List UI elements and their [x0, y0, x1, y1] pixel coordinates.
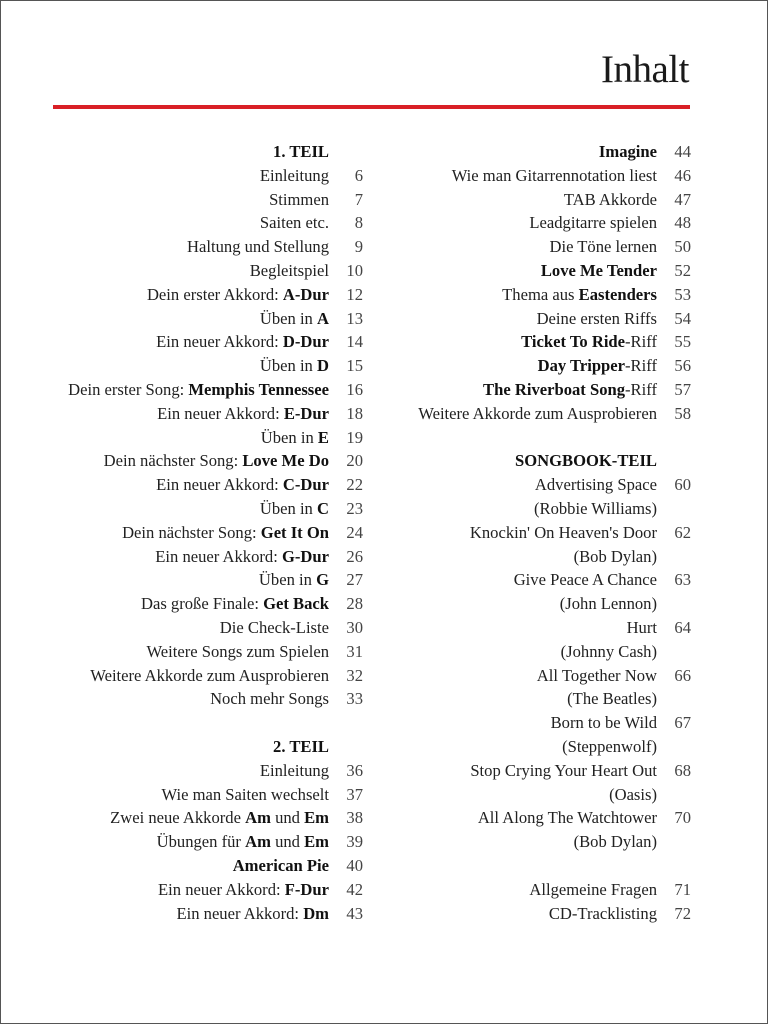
toc-entry-title	[1, 759, 329, 783]
toc-entry-title	[363, 449, 657, 473]
toc-entry-text: Übungen für	[156, 832, 246, 852]
toc-page-number: 8	[354, 213, 363, 233]
toc-entry[interactable]	[1, 687, 363, 711]
toc-page-number: 48	[674, 213, 691, 233]
toc-page-number: 30	[346, 617, 363, 637]
toc-entry-title	[363, 806, 657, 830]
toc-entry-title	[1, 878, 329, 902]
toc-entry[interactable]	[1, 830, 363, 854]
toc-entry-title	[1, 902, 329, 926]
toc-entry-title	[1, 783, 329, 807]
toc-entry-highlight: Eastenders	[578, 284, 657, 304]
toc-entry[interactable]	[363, 878, 691, 902]
toc-entry[interactable]	[1, 783, 363, 807]
toc-entry[interactable]	[363, 902, 691, 926]
toc-page-number	[657, 687, 691, 711]
toc-entry[interactable]	[1, 568, 363, 592]
toc-entry-highlight: Em	[304, 808, 329, 828]
toc-entry-text: Haltung und Stellung	[187, 237, 329, 257]
toc-entry[interactable]	[363, 473, 691, 497]
toc-entry-text: -Riff	[625, 332, 657, 352]
toc-entry-title	[363, 402, 657, 426]
toc-entry-highlight: American Pie	[232, 855, 329, 875]
toc-page-number: 66	[674, 665, 691, 685]
toc-page-number: 31	[346, 641, 363, 661]
toc-entry-title	[1, 235, 329, 259]
toc-entry[interactable]	[1, 592, 363, 616]
toc-entry-title	[363, 211, 657, 235]
toc-entry[interactable]	[363, 616, 691, 640]
toc-entry-text: Give Peace A Chance	[513, 570, 657, 590]
toc-entry[interactable]	[1, 426, 363, 450]
toc-entry-title	[363, 711, 657, 735]
toc-entry-highlight: E	[317, 427, 329, 447]
toc-entry-text: Die Töne lernen	[549, 237, 657, 257]
toc-entry-text: Saiten etc.	[259, 213, 329, 233]
toc-entry-title	[363, 735, 657, 759]
toc-entry-text: Weitere Songs zum Spielen	[146, 641, 329, 661]
toc-page-number	[657, 497, 691, 521]
toc-entry[interactable]	[1, 211, 363, 235]
toc-entry-title	[1, 735, 329, 759]
toc-entry-highlight: Get Back	[263, 594, 329, 614]
toc-entry[interactable]	[1, 664, 363, 688]
toc-page-number: 72	[674, 903, 691, 923]
toc-entry-title	[363, 330, 657, 354]
toc-entry-title	[1, 211, 329, 235]
toc-entry-text: Thema aus	[502, 284, 579, 304]
toc-entry-title	[363, 664, 657, 688]
toc-entry-title	[363, 878, 657, 902]
toc-entry-text: Zwei neue Akkorde	[110, 808, 246, 828]
toc-page-number: 37	[346, 784, 363, 804]
toc-entry-text: Weitere Akkorde zum Ausprobieren	[418, 403, 657, 423]
toc-entry[interactable]	[1, 497, 363, 521]
toc-entry[interactable]	[1, 806, 363, 830]
toc-entry-title	[1, 521, 329, 545]
toc-entry-title	[1, 830, 329, 854]
toc-entry[interactable]	[1, 878, 363, 902]
toc-entry[interactable]	[363, 711, 691, 735]
toc-entry-text: Ein neuer Akkord:	[158, 879, 285, 899]
toc-page-number: 26	[346, 546, 363, 566]
toc-page-number: 68	[674, 760, 691, 780]
toc-entry-highlight: Love Me Tender	[540, 260, 657, 280]
toc-page-number: 40	[346, 855, 363, 875]
toc-page-number: 22	[346, 475, 363, 495]
toc-entry-highlight: Em	[304, 832, 329, 852]
toc-entry-highlight: D	[317, 356, 329, 376]
toc-page-number: 57	[674, 379, 691, 399]
toc-entry[interactable]	[1, 854, 363, 878]
toc-entry-title	[363, 497, 657, 521]
title-divider	[53, 105, 690, 109]
toc-entry-text: Einleitung	[259, 165, 329, 185]
toc-entry-title	[1, 497, 329, 521]
toc-entry-text: Stop Crying Your Heart Out	[470, 760, 657, 780]
toc-page-number	[657, 592, 691, 616]
toc-entry[interactable]	[1, 235, 363, 259]
toc-page-number	[329, 735, 363, 759]
toc-entry[interactable]	[1, 449, 363, 473]
toc-page-number: 20	[346, 451, 363, 471]
toc-page-number: 10	[346, 260, 363, 280]
toc-page-number: 70	[674, 808, 691, 828]
toc-entry-text: Ein neuer Akkord:	[176, 903, 304, 923]
toc-spacer	[1, 711, 363, 735]
toc-page-number: 62	[674, 522, 691, 542]
toc-entry-text: Üben in	[258, 570, 317, 590]
toc-entry-text: und	[270, 832, 305, 852]
toc-entry-text: (Bob Dylan)	[573, 832, 657, 852]
toc-entry[interactable]	[1, 330, 363, 354]
toc-entry-highlight: A	[317, 308, 329, 328]
toc-entry[interactable]	[363, 140, 691, 164]
toc-entry-title	[1, 473, 329, 497]
toc-entry-title	[1, 354, 329, 378]
toc-entry[interactable]	[363, 307, 691, 331]
toc-page-number	[657, 830, 691, 854]
toc-entry-text: Born to be Wild	[550, 713, 657, 733]
toc-entry-title	[363, 592, 657, 616]
toc-entry-text: Dein nächster Song:	[122, 522, 261, 542]
toc-entry-text: Allgemeine Fragen	[529, 879, 657, 899]
toc-entry-text: Üben in	[259, 498, 318, 518]
toc-column-right	[363, 140, 691, 925]
toc-entry-highlight: Am	[245, 808, 271, 828]
toc-entry[interactable]	[1, 473, 363, 497]
toc-entry-title	[363, 616, 657, 640]
toc-page-number: 46	[674, 165, 691, 185]
toc-entry[interactable]	[1, 259, 363, 283]
toc-entry-title	[1, 806, 329, 830]
toc-page-number: 47	[674, 189, 691, 209]
toc-entry[interactable]	[363, 830, 691, 854]
toc-page-number: 14	[346, 332, 363, 352]
toc-page-number: 32	[346, 665, 363, 685]
toc-entry-highlight: Imagine	[598, 142, 657, 161]
toc-page-number: 28	[346, 594, 363, 614]
toc-entry-highlight: E-Dur	[283, 403, 329, 423]
toc-page-number: 60	[674, 475, 691, 495]
toc-entry[interactable]	[363, 378, 691, 402]
toc-entry-title	[363, 545, 657, 569]
toc-entry[interactable]	[363, 211, 691, 235]
toc-entry-highlight: Memphis Tennessee	[188, 379, 329, 399]
toc-page-number: 24	[346, 522, 363, 542]
toc-entry-highlight: Am	[245, 832, 271, 852]
toc-entry-title	[363, 640, 657, 664]
toc-entry-title	[1, 568, 329, 592]
toc-page-number: 52	[674, 260, 691, 280]
toc-spacer	[363, 854, 691, 878]
toc-entry-title	[363, 473, 657, 497]
toc-entry-title	[363, 902, 657, 926]
toc-entry-title	[363, 188, 657, 212]
toc-entry[interactable]	[363, 664, 691, 688]
toc-entry[interactable]	[1, 164, 363, 188]
toc-entry-text: (Steppenwolf)	[562, 736, 657, 756]
toc-page-number	[657, 640, 691, 664]
toc-entry-text: Ein neuer Akkord:	[156, 332, 283, 352]
toc-entry-highlight: G	[316, 570, 329, 590]
toc-entry-text: -Riff	[625, 356, 657, 376]
toc-page-number: 55	[674, 332, 691, 352]
toc-page-number: 63	[674, 570, 691, 590]
toc-page-number: 18	[346, 403, 363, 423]
toc-entry-text: Wie man Saiten wechselt	[161, 784, 329, 804]
toc-page-number: 27	[346, 570, 363, 590]
toc-entry-text: Einleitung	[259, 760, 329, 780]
toc-entry-text: Deine ersten Riffs	[536, 308, 657, 328]
toc-entry[interactable]	[1, 354, 363, 378]
toc-column-left	[1, 140, 363, 925]
toc-entry-text: Noch mehr Songs	[210, 689, 329, 709]
toc-entry-text: (Robbie Williams)	[533, 498, 657, 518]
toc-page-number: 58	[674, 403, 691, 423]
toc-entry-highlight: C-Dur	[282, 475, 329, 495]
toc-entry-text: All Along The Watchtower	[477, 808, 657, 828]
toc-entry-title	[363, 687, 657, 711]
toc-entry-text: 1. TEIL	[273, 142, 329, 161]
toc-entry-title	[1, 140, 329, 164]
toc-entry[interactable]	[1, 307, 363, 331]
toc-entry[interactable]	[1, 616, 363, 640]
toc-entry-highlight: D-Dur	[282, 332, 329, 352]
toc-entry-title	[363, 259, 657, 283]
toc-entry-title	[363, 354, 657, 378]
toc-entry-text: Üben in	[260, 427, 318, 447]
toc-entry-text: (John Lennon)	[559, 594, 657, 614]
toc-entry[interactable]	[1, 283, 363, 307]
toc-entry[interactable]	[363, 283, 691, 307]
toc-entry-title	[1, 307, 329, 331]
toc-entry-text: -Riff	[625, 379, 657, 399]
toc-entry[interactable]	[1, 902, 363, 926]
toc-page-number: 64	[674, 617, 691, 637]
toc-entry-title	[1, 545, 329, 569]
toc-page-number: 33	[346, 689, 363, 709]
page-title: Inhalt	[601, 48, 689, 91]
toc-entry-text: Begleitspiel	[249, 260, 329, 280]
toc-page-number: 71	[674, 879, 691, 899]
toc-page-number: 44	[674, 142, 691, 161]
toc-entry[interactable]	[363, 640, 691, 664]
toc-entry-text: Weitere Akkorde zum Ausprobieren	[90, 665, 329, 685]
toc-page-number	[657, 449, 691, 473]
toc-entry[interactable]	[363, 592, 691, 616]
toc-entry-highlight: Get It On	[260, 522, 329, 542]
toc-entry-title	[1, 164, 329, 188]
toc-section-heading	[1, 735, 363, 759]
toc-page-number: 6	[354, 165, 363, 185]
toc-page-number: 13	[346, 308, 363, 328]
toc-page-number: 50	[674, 237, 691, 257]
toc-entry-text: und	[270, 808, 305, 828]
toc-entry-title	[363, 521, 657, 545]
toc-entry-text: SONGBOOK-TEIL	[514, 451, 657, 471]
toc-entry[interactable]	[363, 164, 691, 188]
toc-entry-highlight: A-Dur	[282, 284, 329, 304]
toc-entry[interactable]	[1, 545, 363, 569]
toc-entry[interactable]	[1, 402, 363, 426]
toc-entry-title	[1, 449, 329, 473]
toc-entry-title	[363, 783, 657, 807]
toc-page-number	[657, 545, 691, 569]
toc-entry-text: Dein erster Akkord:	[146, 284, 283, 304]
toc-page-number: 67	[674, 713, 691, 733]
toc-entry-highlight: Dm	[303, 903, 329, 923]
toc-entry-title	[363, 568, 657, 592]
toc-entry-text: Knockin' On Heaven's Door	[469, 522, 657, 542]
toc-entry-title	[363, 759, 657, 783]
toc-page-number	[329, 140, 363, 164]
toc-entry-text: Hurt	[626, 617, 657, 637]
toc-entry-text: Das große Finale:	[140, 594, 264, 614]
toc-entry-text: Dein erster Song:	[68, 379, 189, 399]
toc-entry[interactable]	[363, 568, 691, 592]
toc-entry-title	[1, 283, 329, 307]
toc-entry-text: Dein nächster Song:	[103, 451, 243, 471]
toc-entry-title	[1, 426, 329, 450]
toc-entry-highlight: G-Dur	[281, 546, 329, 566]
toc-page-number	[657, 735, 691, 759]
toc-entry[interactable]	[363, 545, 691, 569]
toc-page-number: 38	[346, 808, 363, 828]
toc-entry[interactable]	[363, 402, 691, 426]
toc-entry-text: Ein neuer Akkord:	[156, 475, 283, 495]
toc-page-number: 56	[674, 356, 691, 376]
toc-entry[interactable]	[363, 330, 691, 354]
toc-entry-title	[363, 140, 657, 164]
toc-entry-text: Ein neuer Akkord:	[155, 546, 282, 566]
toc-page-number: 9	[354, 237, 363, 257]
toc-entry-title	[1, 592, 329, 616]
toc-entry-text: Leadgitarre spielen	[529, 213, 657, 233]
toc-entry-text: (Johnny Cash)	[560, 641, 657, 661]
toc-spacer	[363, 426, 691, 450]
toc-entry-text: Ein neuer Akkord:	[157, 403, 284, 423]
toc-entry-text: (Oasis)	[609, 784, 657, 804]
toc-entry[interactable]	[1, 640, 363, 664]
toc-entry-highlight: Day Tripper	[537, 356, 626, 376]
toc-entry-title	[363, 235, 657, 259]
toc-entry[interactable]	[1, 521, 363, 545]
toc-entry-highlight: C	[317, 498, 329, 518]
toc-entry-highlight: The Riverboat Song	[483, 379, 626, 399]
toc-entry[interactable]	[363, 735, 691, 759]
toc-entry[interactable]	[363, 806, 691, 830]
toc-entry-text: Die Check-Liste	[219, 617, 329, 637]
toc-page-number: 36	[346, 760, 363, 780]
toc-page-number: 15	[346, 356, 363, 376]
toc-entry-text: Üben in	[259, 356, 318, 376]
toc-entry-title	[363, 307, 657, 331]
toc-entry-title	[1, 402, 329, 426]
toc-entry-highlight: Ticket To Ride	[521, 332, 626, 352]
toc-entry-text: Advertising Space	[534, 475, 657, 495]
toc-entry-text: Üben in	[259, 308, 318, 328]
toc-entry[interactable]	[363, 759, 691, 783]
toc-entry-text: CD-Tracklisting	[548, 903, 657, 923]
toc-entry-text: TAB Akkorde	[563, 189, 657, 209]
toc-entry-title	[1, 259, 329, 283]
toc-entry[interactable]	[363, 259, 691, 283]
toc-entry-text: Wie man Gitarrennotation liest	[451, 165, 657, 185]
toc-entry[interactable]	[363, 235, 691, 259]
toc-entry-title	[363, 830, 657, 854]
toc-page-number: 43	[346, 903, 363, 923]
toc-page-number: 23	[346, 498, 363, 518]
toc-entry-title	[1, 378, 329, 402]
toc-entry[interactable]	[1, 759, 363, 783]
toc-entry-text: (The Beatles)	[567, 689, 657, 709]
toc-entry-title	[1, 664, 329, 688]
toc-section-heading	[363, 449, 691, 473]
toc-entry-title	[1, 616, 329, 640]
toc-entry-title	[1, 854, 329, 878]
toc-entry[interactable]	[363, 188, 691, 212]
toc-entry[interactable]	[363, 783, 691, 807]
toc-entry-highlight: Love Me Do	[242, 451, 329, 471]
toc-page-number: 12	[346, 284, 363, 304]
toc-entry-title	[363, 283, 657, 307]
toc-entry[interactable]	[1, 378, 363, 402]
toc-entry-highlight: F-Dur	[284, 879, 329, 899]
toc-section-heading	[1, 140, 363, 164]
toc-page-number: 42	[346, 879, 363, 899]
toc-entry-text: (Bob Dylan)	[573, 546, 657, 566]
toc-entry-title	[363, 378, 657, 402]
toc-entry-title	[363, 164, 657, 188]
toc-page-number: 19	[346, 427, 363, 447]
toc-entry-title	[1, 330, 329, 354]
toc-page-number: 53	[674, 284, 691, 304]
toc-page-number	[657, 783, 691, 807]
toc-entry-title	[1, 687, 329, 711]
toc-page-number: 7	[354, 189, 363, 209]
toc-entry[interactable]	[363, 497, 691, 521]
toc-entry[interactable]	[363, 354, 691, 378]
toc-page-number: 39	[346, 832, 363, 852]
toc-entry-title	[1, 188, 329, 212]
toc-entry-title	[1, 640, 329, 664]
toc-entry-text: All Together Now	[536, 665, 657, 685]
toc-entry-text: 2. TEIL	[273, 736, 329, 756]
toc-page-number: 16	[346, 379, 363, 399]
toc-entry[interactable]	[363, 687, 691, 711]
toc-entry[interactable]	[1, 188, 363, 212]
toc-page-number: 54	[674, 308, 691, 328]
toc-entry-text: Stimmen	[269, 189, 329, 209]
toc-entry[interactable]	[363, 521, 691, 545]
